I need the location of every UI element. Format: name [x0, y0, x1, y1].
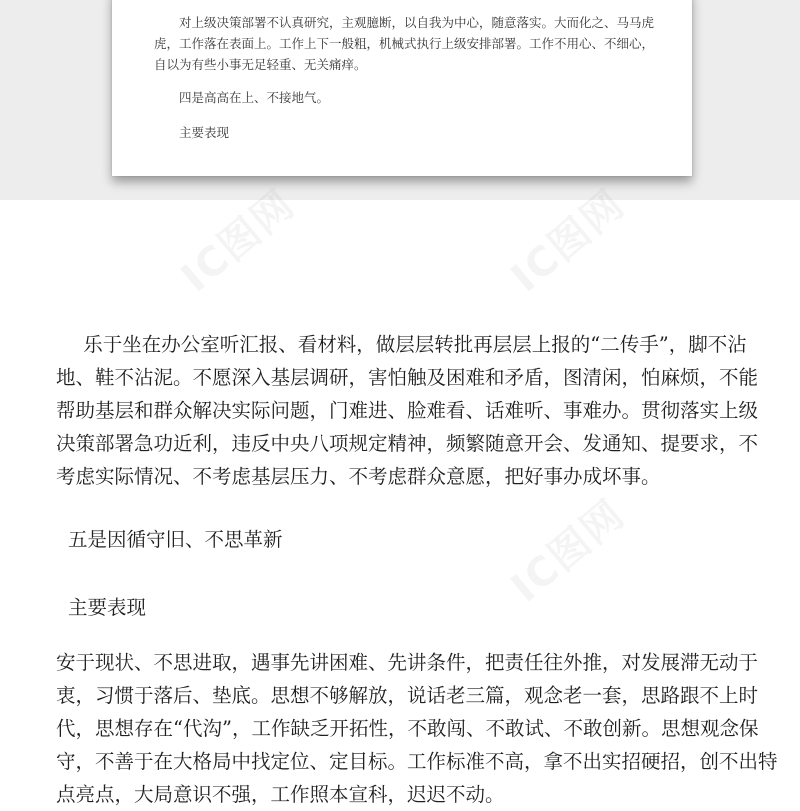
main-paragraph-2-container [56, 646, 778, 811]
main-paragraph-1: 乐于坐在办公室听汇报、看材料，做层层转批再层层上报的“二传手”，脚不沾地、鞋不沾泥。不愿深入基层调研，害怕触及困难和矛盾，图清闲，怕麻烦，不能帮助基层和群众解决实际问题，门难进、脸难看、话难听、事难办。贯彻落实上级决策部署急功近利，违反中央八项规定精神，频繁随意开会、发通知、提要求，不考虑实际情况、不考虑基层压力、不考虑群众意愿，把好事办成坏事。 [56, 333, 759, 488]
card-paragraph: 对上级决策部署不认真研究，主观臆断，以自我为中心，随意落实。大而化之、马马虎虎，工作落在表面上。工作上下一般粗，机械式执行上级安排部署。工作不用心、不细心，自以为有些小事无足轻重、无关痛痒。 [154, 15, 655, 72]
main-paragraph-2: 安于现状、不思进取，遇事先讲困难、先讲条件，把责任往外推，对发展滞无动于衷，习惯于落后、垫底。思想不够解放，说话老三篇，观念老一套，思路跟不上时代，思想存在“代沟”，工作缺乏开拓性，不敢闯、不敢试、不敢创新。思想观念保守，不善于在大格局中找定位、定目标。工作标准不高，拿不出实招硬招，创不出特点亮点，大局意识不强，工作照本宣科，迟迟不动。 [56, 651, 778, 806]
card-subheading: 主要表现 [179, 125, 230, 140]
watermark: IC图网 [502, 491, 634, 612]
section-heading: 五是因循守旧、不思革新 [68, 528, 283, 551]
watermark: IC图网 [502, 181, 634, 302]
document-preview-card [112, 0, 692, 176]
section-subheading: 主要表现 [68, 596, 147, 619]
card-heading: 四是高高在上、不接地气。 [179, 90, 330, 105]
main-paragraph-1-container [56, 328, 776, 493]
watermark: IC图网 [172, 181, 304, 302]
